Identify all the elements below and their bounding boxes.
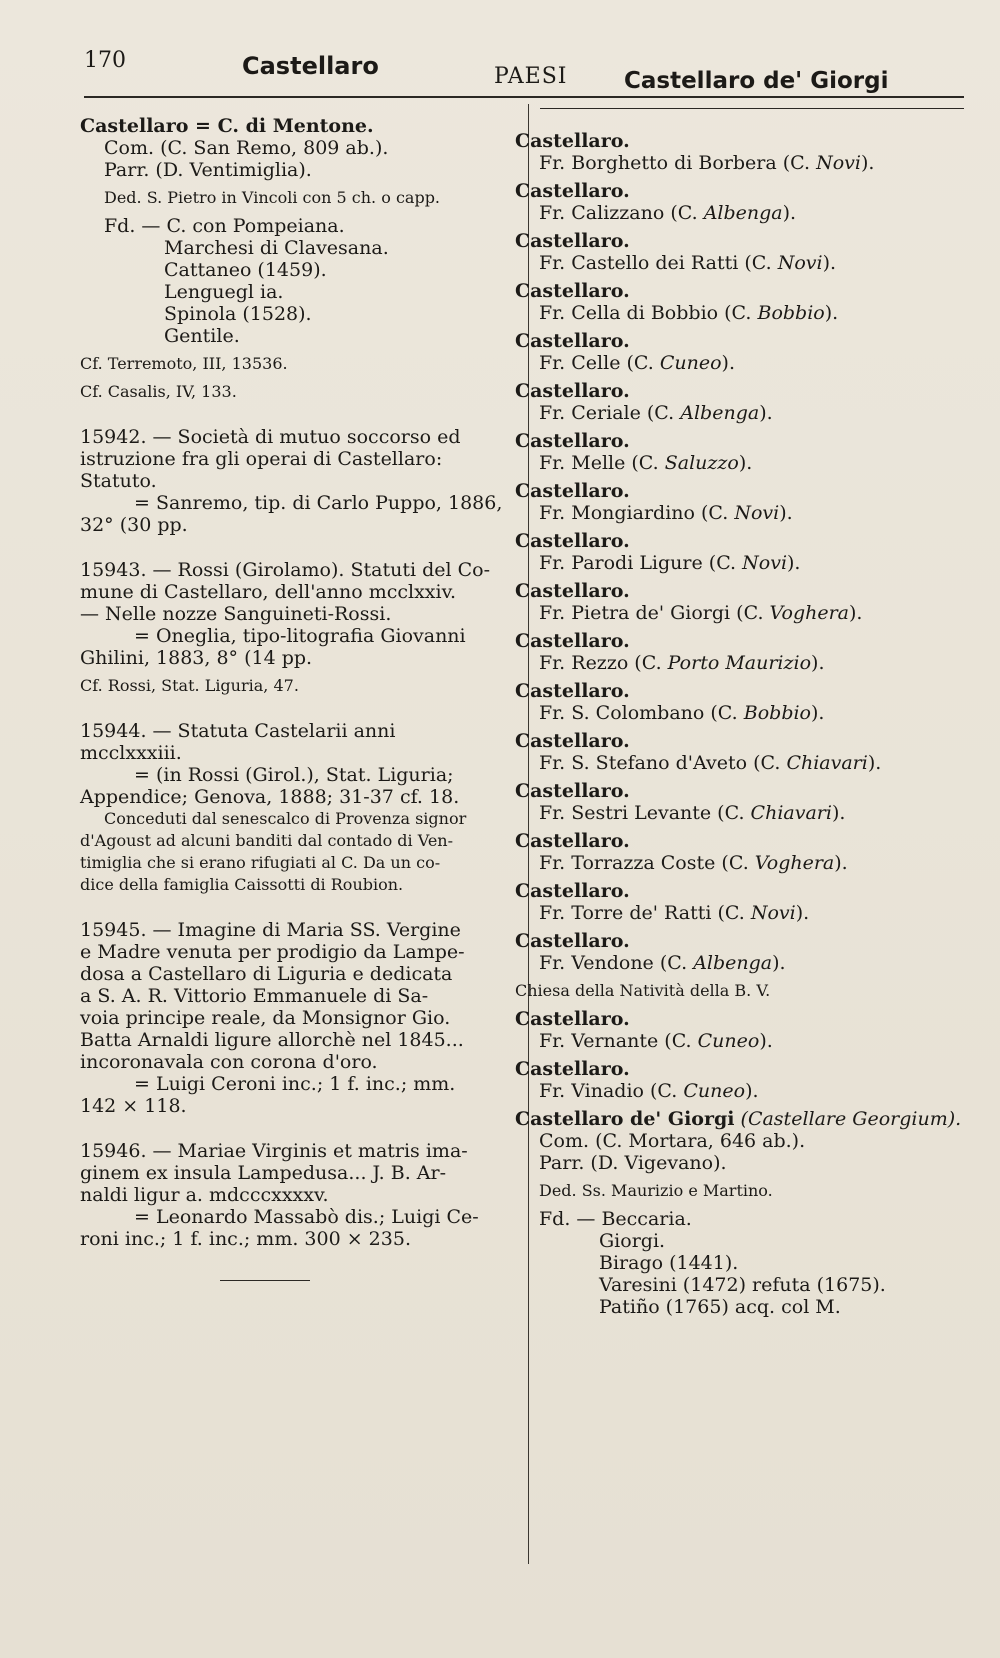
cross-reference: Cf. Rossi, Stat. Liguria, 47. <box>80 676 299 695</box>
fraction-circondario: Novi <box>777 252 823 274</box>
entry-heading: Castellaro de' Giorgi <box>515 1108 735 1130</box>
entry-fd-line: Varesini (1472) refuta (1675). <box>599 1274 886 1296</box>
fraction-circondario: Chiavari <box>750 802 832 824</box>
cross-reference: Cf. Casalis, IV, 133. <box>80 382 237 401</box>
header-rule-right <box>540 108 964 109</box>
fraction-entry <box>515 930 955 974</box>
fraction-text: Fr. Ceriale (C. <box>539 402 681 424</box>
fraction-list-2 <box>515 1008 955 1102</box>
fraction-text: Fr. Rezzo (C. <box>539 652 668 674</box>
entry-line: Ghilini, 1883, 8° (14 pp. <box>80 647 313 669</box>
fraction-text: Fr. Mongiardino (C. <box>539 502 735 524</box>
fraction-line <box>515 452 955 474</box>
entry-line: dosa a Castellaro di Liguria e dedicata <box>80 963 453 985</box>
entry-line: naldi ligur a. mdcccxxxxv. <box>80 1184 329 1206</box>
entry-castellaro-de-giorgi <box>515 1108 962 1318</box>
entry-line: ginem ex insula Lampedusa... J. B. Ar- <box>80 1162 447 1184</box>
fraction-text: Fr. Castello dei Ratti (C. <box>539 252 778 274</box>
entry-15943 <box>80 547 505 697</box>
entry-line: 15943. — Rossi (Girolamo). Statuti del Co- <box>80 559 490 581</box>
fraction-entry <box>515 480 955 524</box>
fraction-close: ). <box>721 352 735 374</box>
entry-line: mune di Castellaro, dell'anno mcclxxiv. <box>80 581 457 603</box>
fraction-circondario: Chiavari <box>786 752 868 774</box>
fraction-close: ). <box>745 1080 759 1102</box>
fraction-close: ). <box>779 502 793 524</box>
entry-com: Com. (C. Mortara, 646 ab.). <box>539 1130 806 1152</box>
fraction-circondario: Albenga <box>680 402 760 424</box>
fraction-text: Fr. Calizzano (C. <box>539 202 704 224</box>
fraction-text: Fr. Torre de' Ratti (C. <box>539 902 751 924</box>
fraction-close: ). <box>834 852 848 874</box>
fraction-line <box>515 802 955 824</box>
cross-reference: Cf. Terremoto, III, 13536. <box>80 354 288 373</box>
fraction-close: ). <box>787 552 801 574</box>
fraction-close: ). <box>860 152 875 174</box>
entry-line: 15944. — Statuta Castelarii anni <box>80 720 396 742</box>
fraction-line <box>515 502 955 524</box>
fraction-heading: Castellaro. <box>515 330 630 352</box>
fraction-line <box>515 752 955 774</box>
entry-line: istruzione fra gli operai di Castellaro: <box>80 448 443 470</box>
fraction-circondario: Porto Maurizio <box>667 652 812 674</box>
fraction-close: ). <box>795 902 810 924</box>
fraction-close: ). <box>811 652 825 674</box>
entry-note: timiglia che si erano rifugiati al C. Da un co- <box>80 853 441 872</box>
fraction-heading: Castellaro. <box>515 530 630 552</box>
entry-15942 <box>80 414 505 536</box>
entry-line: 15945. — Imagine di Maria SS. Vergine <box>80 919 461 941</box>
entry-fd-line: Birago (1441). <box>599 1252 739 1274</box>
fraction-line <box>515 402 955 424</box>
entry-fd-line: Giorgi. <box>599 1230 666 1252</box>
fraction-close: ). <box>811 702 825 724</box>
fraction-circondario: Voghera <box>754 852 835 874</box>
fraction-circondario: Albenga <box>703 202 783 224</box>
entry-com: Com. (C. San Remo, 809 ab.). <box>104 137 389 159</box>
fraction-entry <box>515 380 955 424</box>
entry-fd: Fd. — Beccaria. <box>539 1208 692 1230</box>
entry-note: dice della famiglia Caissotti di Roubion. <box>80 875 404 894</box>
fraction-line <box>515 302 955 324</box>
fraction-entry <box>515 630 955 674</box>
entry-heading-latin: (Castellare Georgium). <box>740 1108 962 1130</box>
entry-15945 <box>80 907 505 1117</box>
fraction-circondario: Voghera <box>769 602 850 624</box>
entry-line: = Sanremo, tip. di Carlo Puppo, 1886, <box>134 492 503 514</box>
fraction-heading: Castellaro. <box>515 780 630 802</box>
fraction-heading: Castellaro. <box>515 680 630 702</box>
fraction-text: Fr. S. Stefano d'Aveto (C. <box>539 752 787 774</box>
fraction-text: Fr. Vernante (C. <box>539 1030 698 1052</box>
fraction-heading: Castellaro. <box>515 930 630 952</box>
fraction-close: ). <box>867 752 882 774</box>
entry-line: 32° (30 pp. <box>80 514 188 536</box>
entry-line: Appendice; Genova, 1888; 31-37 cf. 18. <box>80 786 460 808</box>
entry-line: voia principe reale, da Monsignor Gio. <box>80 1007 451 1029</box>
fraction-line <box>515 352 955 374</box>
fraction-line <box>515 702 955 724</box>
page-number: 170 <box>84 48 126 73</box>
fraction-entry <box>515 230 955 274</box>
fraction-entry <box>515 280 955 324</box>
entry-note: d'Agoust ad alcuni banditi dal contado di Ven- <box>80 831 453 850</box>
running-head-left: Castellaro <box>242 52 379 80</box>
fraction-circondario: Cuneo <box>683 1080 746 1102</box>
entry-line: — Nelle nozze Sanguineti-Rossi. <box>80 603 392 625</box>
entry-fd-line: Marchesi di Clavesana. <box>164 237 389 259</box>
entry-15944 <box>80 708 505 896</box>
fraction-close: ). <box>772 952 786 974</box>
entry-ded: Ded. S. Pietro in Vincoli con 5 ch. o capp. <box>104 188 441 207</box>
entry-line: Statuto. <box>80 470 157 492</box>
vendone-note: Chiesa della Natività della B. V. <box>515 981 771 1000</box>
fraction-heading: Castellaro. <box>515 580 630 602</box>
entry-fd-line: Cattaneo (1459). <box>164 259 327 281</box>
fraction-heading: Castellaro. <box>515 830 630 852</box>
entry-line: = Luigi Ceroni inc.; 1 f. inc.; mm. <box>134 1073 456 1095</box>
fraction-heading: Castellaro. <box>515 480 630 502</box>
fraction-text: Fr. Sestri Levante (C. <box>539 802 751 824</box>
fraction-text: Fr. Vendone (C. <box>539 952 694 974</box>
fraction-line <box>515 202 955 224</box>
fraction-heading: Castellaro. <box>515 280 630 302</box>
fraction-line <box>515 152 955 174</box>
fraction-list <box>515 130 955 974</box>
fraction-heading: Castellaro. <box>515 630 630 652</box>
fraction-heading: Castellaro. <box>515 180 630 202</box>
left-column <box>80 115 505 1281</box>
fraction-text: Fr. Pietra de' Giorgi (C. <box>539 602 770 624</box>
entry-line: e Madre venuta per prodigio da Lampe- <box>80 941 465 963</box>
fraction-heading: Castellaro. <box>515 730 630 752</box>
fraction-text: Fr. Torrazza Coste (C. <box>539 852 755 874</box>
fraction-circondario: Novi <box>734 502 780 524</box>
fraction-circondario: Cuneo <box>697 1030 760 1052</box>
right-column <box>515 130 962 1329</box>
header-rule <box>84 96 964 98</box>
fraction-line <box>515 252 955 274</box>
fraction-line <box>515 952 955 974</box>
entry-line: = Oneglia, tipo-litografia Giovanni <box>134 625 466 647</box>
entry-line: mcclxxxiii. <box>80 742 182 764</box>
fraction-line <box>515 852 955 874</box>
fraction-text: Fr. Celle (C. <box>539 352 660 374</box>
fraction-entry <box>515 130 955 174</box>
fraction-entry <box>515 680 955 724</box>
fraction-entry <box>515 780 955 824</box>
fraction-close: ). <box>849 602 863 624</box>
entry-line: a S. A. R. Vittorio Emmanuele di Sa- <box>80 985 429 1007</box>
fraction-line <box>515 602 955 624</box>
fraction-heading: Castellaro. <box>515 1058 630 1080</box>
fraction-heading: Castellaro. <box>515 880 630 902</box>
entry-fd: Fd. — C. con Pompeiana. <box>104 215 345 237</box>
fraction-close: ). <box>759 402 773 424</box>
entry-heading: Castellaro = C. di Mentone. <box>80 115 374 137</box>
entry-parr: Parr. (D. Vigevano). <box>539 1152 727 1174</box>
fraction-entry <box>515 1008 955 1052</box>
entry-fd-line: Patiño (1765) acq. col M. <box>599 1296 841 1318</box>
entry-line: 15946. — Mariae Virginis et matris ima- <box>80 1140 468 1162</box>
fraction-entry <box>515 430 955 474</box>
fraction-entry <box>515 880 955 924</box>
fraction-text: Fr. Borghetto di Borbera (C. <box>539 152 817 174</box>
fraction-text: Fr. Parodi Ligure (C. <box>539 552 743 574</box>
fraction-close: ). <box>782 202 797 224</box>
fraction-close: ). <box>831 802 846 824</box>
fraction-circondario: Novi <box>742 552 788 574</box>
fraction-close: ). <box>738 452 753 474</box>
fraction-circondario: Bobbio <box>743 702 811 724</box>
entry-fd-line: Gentile. <box>164 325 240 347</box>
entry-line: 15942. — Società di mutuo soccorso ed <box>80 426 461 448</box>
fraction-line <box>515 902 955 924</box>
fraction-circondario: Novi <box>816 152 861 174</box>
entry-line: = (in Rossi (Girol.), Stat. Liguria; <box>134 764 454 786</box>
fraction-circondario: Bobbio <box>757 302 825 324</box>
entry-line: incoronavala con corona d'oro. <box>80 1051 378 1073</box>
fraction-close: ). <box>822 252 837 274</box>
fraction-close: ). <box>759 1030 773 1052</box>
entry-15946 <box>80 1128 505 1250</box>
fraction-line <box>515 652 955 674</box>
section-end-rule <box>220 1280 310 1281</box>
fraction-entry <box>515 580 955 624</box>
running-head-right: Castellaro de' Giorgi <box>624 68 889 94</box>
entry-line: roni inc.; 1 f. inc.; mm. 300 × 235. <box>80 1228 411 1250</box>
fraction-line <box>515 552 955 574</box>
page-header <box>84 44 940 94</box>
fraction-entry <box>515 180 955 224</box>
fraction-close: ). <box>824 302 839 324</box>
entry-line: Batta Arnaldi ligure allorchè nel 1845... <box>80 1029 464 1051</box>
fraction-heading: Castellaro. <box>515 1008 630 1030</box>
fraction-entry <box>515 730 955 774</box>
fraction-circondario: Cuneo <box>659 352 722 374</box>
entry-castellaro-mentone <box>80 115 505 403</box>
fraction-text: Fr. Vinadio (C. <box>539 1080 684 1102</box>
fraction-heading: Castellaro. <box>515 430 630 452</box>
fraction-line <box>515 1080 955 1102</box>
fraction-circondario: Albenga <box>693 952 773 974</box>
fraction-heading: Castellaro. <box>515 130 630 152</box>
fraction-line <box>515 1030 955 1052</box>
entry-note: Conceduti dal senescalco di Provenza signor <box>104 809 467 828</box>
entry-ded: Ded. Ss. Maurizio e Martino. <box>539 1181 773 1200</box>
fraction-text: Fr. S. Colombano (C. <box>539 702 744 724</box>
fraction-circondario: Saluzzo <box>664 452 739 474</box>
entry-fd-line: Lenguegl ia. <box>164 281 284 303</box>
entry-line: = Leonardo Massabò dis.; Luigi Ce- <box>134 1206 479 1228</box>
fraction-text: Fr. Melle (C. <box>539 452 665 474</box>
entry-line: 142 × 118. <box>80 1095 187 1117</box>
fraction-circondario: Novi <box>750 902 796 924</box>
fraction-text: Fr. Cella di Bobbio (C. <box>539 302 758 324</box>
fraction-entry <box>515 830 955 874</box>
fraction-entry <box>515 1058 955 1102</box>
entry-parr: Parr. (D. Ventimiglia). <box>104 159 312 181</box>
fraction-heading: Castellaro. <box>515 380 630 402</box>
fraction-entry <box>515 330 955 374</box>
running-head-center: PAESI <box>494 64 568 89</box>
fraction-entry <box>515 530 955 574</box>
fraction-heading: Castellaro. <box>515 230 630 252</box>
entry-fd-line: Spinola (1528). <box>164 303 312 325</box>
